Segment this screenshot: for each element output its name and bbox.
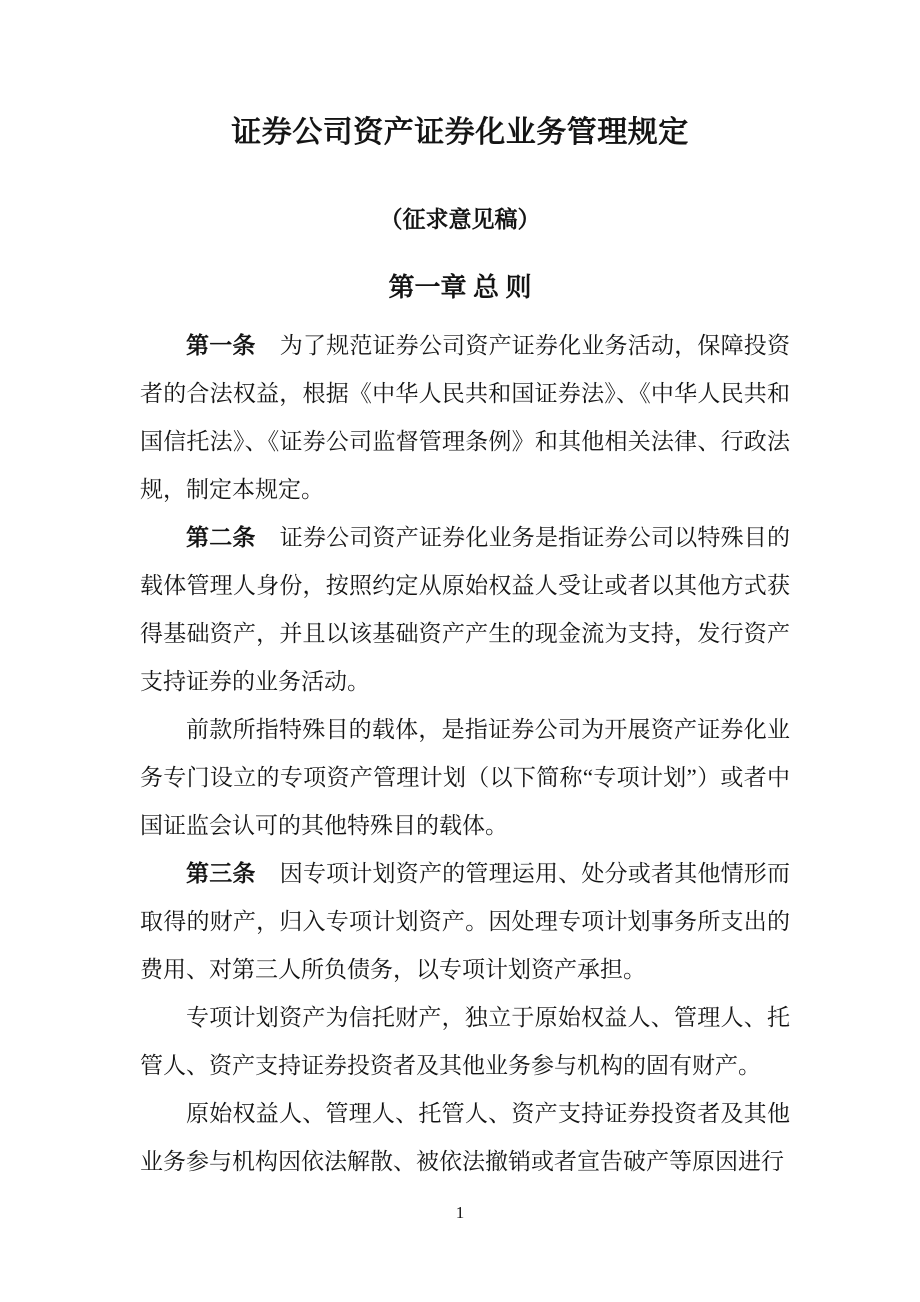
paragraph-article-3-clause-2 bbox=[140, 994, 790, 1090]
paragraph-article-3 bbox=[140, 850, 790, 994]
page-number: 1 bbox=[455, 1203, 465, 1222]
document-body bbox=[0, 322, 920, 1186]
paragraph-text: 为了规范证券公司资产证券化业务活动，保障投资者的合法权益，根据《中华人民共和国证券法》、《中华人民共和国信托法》、《证券公司监督管理条例》和其他相关法律、行政法规，制定本规定。 bbox=[140, 333, 791, 502]
article-label: 第三条 bbox=[186, 861, 256, 886]
paragraph-text: 原始权益人、管理人、托管人、资产支持证券投资者及其他业务参与机构因依法解散、被依法撤销或者宣告破产等原因进行 bbox=[140, 1101, 790, 1174]
paragraph-text: 前款所指特殊目的载体，是指证券公司为开展资产证券化业务专门设立的专项资产管理计划（以下简称“专项计划”）或者中国证监会认可的其他特殊目的载体。 bbox=[140, 717, 790, 838]
paragraph-article-1 bbox=[140, 322, 790, 514]
draft-note: （征求意见稿） bbox=[379, 207, 541, 232]
document-title: 证券公司资产证券化业务管理规定 bbox=[231, 116, 689, 149]
paragraph-text: 证券公司资产证券化业务是指证券公司以特殊目的载体管理人身份，按照约定从原始权益人受让或者以其他方式获得基础资产，并且以该基础资产产生的现金流为支持，发行资产支持证券的业务活动。 bbox=[140, 525, 791, 694]
chapter-heading: 第一章 总 则 bbox=[388, 273, 532, 302]
article-label: 第二条 bbox=[186, 525, 256, 550]
paragraph-text: 专项计划资产为信托财产，独立于原始权益人、管理人、托管人、资产支持证券投资者及其他业务参与机构的固有财产。 bbox=[140, 1005, 790, 1078]
paragraph-article-3-clause-3 bbox=[140, 1090, 790, 1186]
paragraph-article-2 bbox=[140, 514, 790, 706]
article-label: 第一条 bbox=[186, 333, 256, 358]
paragraph-article-2-clause-2 bbox=[140, 706, 790, 850]
paragraph-text: 因专项计划资产的管理运用、处分或者其他情形而取得的财产，归入专项计划资产。因处理专项计划事务所支出的费用、对第三人所负债务，以专项计划资产承担。 bbox=[140, 861, 791, 982]
